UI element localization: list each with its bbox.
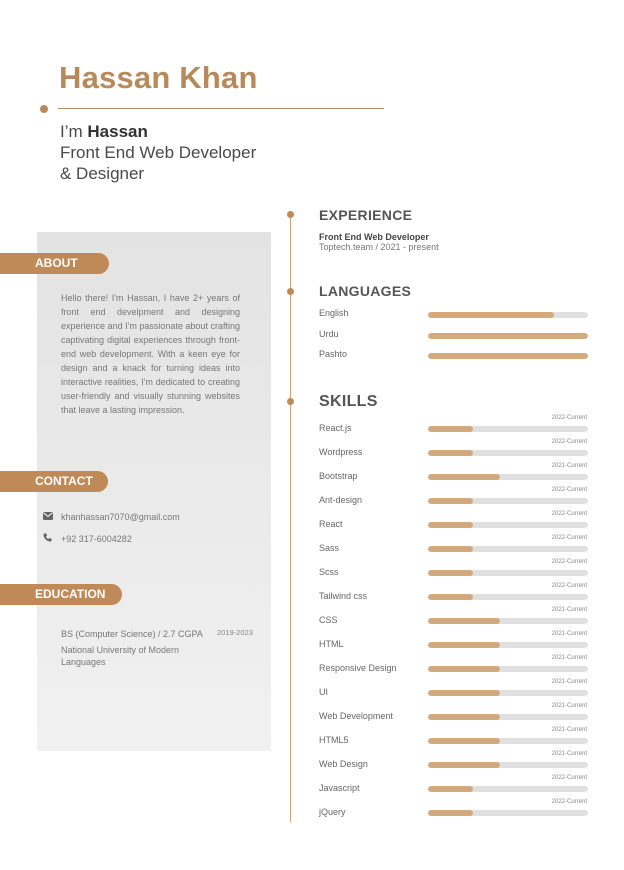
skill-label: Scss [319, 567, 339, 577]
skill-bar-fill [428, 522, 473, 528]
skill-since: 2022-Current [551, 775, 587, 781]
languages-heading: LANGUAGES [319, 283, 412, 299]
skill-bar [428, 426, 588, 432]
skill-since: 2021-Current [551, 631, 587, 637]
skill-bar-fill [428, 546, 473, 552]
resume-name: Hassan Khan [59, 60, 258, 95]
skill-bar [428, 690, 588, 696]
skill-bar [428, 570, 588, 576]
skill-bar-fill [428, 450, 473, 456]
contact-email-row [43, 512, 180, 522]
language-label: Urdu [319, 328, 339, 339]
skill-since: 2022-Current [551, 535, 587, 541]
skill-bar-fill [428, 786, 473, 792]
skill-bar [428, 642, 588, 648]
experience-dot [287, 211, 294, 218]
skill-label: Responsive Design [319, 663, 397, 673]
skill-since: 2021-Current [551, 463, 587, 469]
skill-label: Bootstrap [319, 471, 358, 481]
language-bar-fill [428, 312, 554, 318]
skill-since: 2022-Current [551, 583, 587, 589]
skill-label: CSS [319, 615, 338, 625]
education-degree: BS (Computer Science) / 2.7 CGPA [61, 629, 203, 639]
skills-dot [287, 398, 294, 405]
skill-label: React [319, 519, 343, 529]
skill-since: 2022-Current [551, 559, 587, 565]
skill-bar-fill [428, 642, 500, 648]
skill-label: React.js [319, 423, 352, 433]
skill-since: 2021-Current [551, 727, 587, 733]
skill-since: 2021-Current [551, 679, 587, 685]
education-school: National University of Modern Languages [61, 645, 180, 667]
skill-bar-fill [428, 618, 500, 624]
skill-bar-fill [428, 594, 473, 600]
skill-bar [428, 810, 588, 816]
skill-bar [428, 522, 588, 528]
skill-bar-fill [428, 474, 500, 480]
skill-bar [428, 618, 588, 624]
skill-since: 2021-Current [551, 655, 587, 661]
skill-bar-fill [428, 426, 473, 432]
intro-first-name: Hassan [87, 122, 148, 141]
languages-dot [287, 288, 294, 295]
job-title-line1: Front End Web Developer [60, 143, 257, 162]
contact-phone[interactable]: +92 317-6004282 [61, 533, 132, 544]
skill-label: Sass [319, 543, 340, 553]
skill-label: HTML [319, 639, 344, 649]
language-label: Pashto [319, 349, 348, 359]
skill-label: jQuery [319, 807, 346, 817]
skill-since: 2021-Current [551, 703, 587, 709]
experience-company: Toptech.team / 2021 - present [319, 242, 439, 252]
skill-bar [428, 666, 588, 672]
skill-bar-fill [428, 570, 473, 576]
skill-bar-fill [428, 738, 500, 744]
skill-label: Javascript [319, 783, 360, 793]
skill-bar [428, 714, 588, 720]
skill-bar-fill [428, 666, 500, 672]
header-divider [58, 108, 384, 109]
language-bar [428, 353, 588, 359]
skill-bar-fill [428, 498, 473, 504]
skill-label: Web Development [319, 711, 393, 721]
job-title-line2: & Designer [60, 164, 145, 183]
skill-since: 2022-Current [551, 439, 587, 445]
skill-bar [428, 786, 588, 792]
experience-role: Front End Web Developer [319, 232, 429, 242]
skill-label: Web Design [319, 759, 368, 769]
language-label: English [319, 308, 349, 318]
about-heading: ABOUT [0, 253, 109, 274]
skill-bar-fill [428, 690, 500, 696]
skill-since: 2022-Current [551, 415, 587, 421]
education-heading: EDUCATION [0, 584, 122, 605]
language-bar [428, 333, 588, 339]
contact-heading: CONTACT [0, 471, 108, 492]
skill-bar [428, 474, 588, 480]
contact-email[interactable]: khanhassan7070@gmail.com [61, 512, 180, 522]
skill-label: Tailwind css [319, 591, 368, 601]
skill-bar-fill [428, 762, 500, 768]
skill-since: 2022-Current [551, 487, 587, 493]
envelope-icon [43, 512, 55, 522]
phone-icon [43, 533, 55, 544]
education-years: 2019-2023 [217, 628, 253, 637]
contact-phone-row [43, 533, 132, 544]
skill-bar [428, 450, 588, 456]
skill-since: 2022-Current [551, 511, 587, 517]
language-bar-fill [428, 333, 588, 339]
skill-label: Ant-design [319, 495, 363, 505]
skill-bar-fill [428, 810, 473, 816]
skill-label: Wordpress [319, 447, 363, 457]
skill-bar [428, 594, 588, 600]
intro-line [60, 121, 256, 142]
skill-since: 2021-Current [551, 607, 587, 613]
intro-block [60, 121, 256, 184]
header-dot [40, 105, 48, 113]
intro-im: I’m [60, 122, 83, 141]
skill-bar-fill [428, 714, 500, 720]
skill-bar [428, 498, 588, 504]
skill-label: UI [319, 687, 328, 697]
timeline-line [290, 214, 291, 822]
skill-bar [428, 738, 588, 744]
skill-bar [428, 546, 588, 552]
skill-bar [428, 762, 588, 768]
skill-since: 2022-Current [551, 799, 587, 805]
about-text: Hello there! I'm Hassan, I have 2+ years of front end develpment and designing experience and I'm passionate about crafting captivating digital experiences through front-end web development. With a keen eye for design and a knack for turning ideas into interactive realities, I'm dedicated to creating user-friendly and visually stunning websites that leave a lasting impression. [61, 293, 240, 415]
skill-since: 2021-Current [551, 751, 587, 757]
skills-heading: SKILLS [319, 393, 378, 410]
language-bar-fill [428, 353, 588, 359]
language-bar [428, 312, 588, 318]
skill-label: HTML5 [319, 735, 349, 745]
experience-heading: EXPERIENCE [319, 207, 413, 223]
